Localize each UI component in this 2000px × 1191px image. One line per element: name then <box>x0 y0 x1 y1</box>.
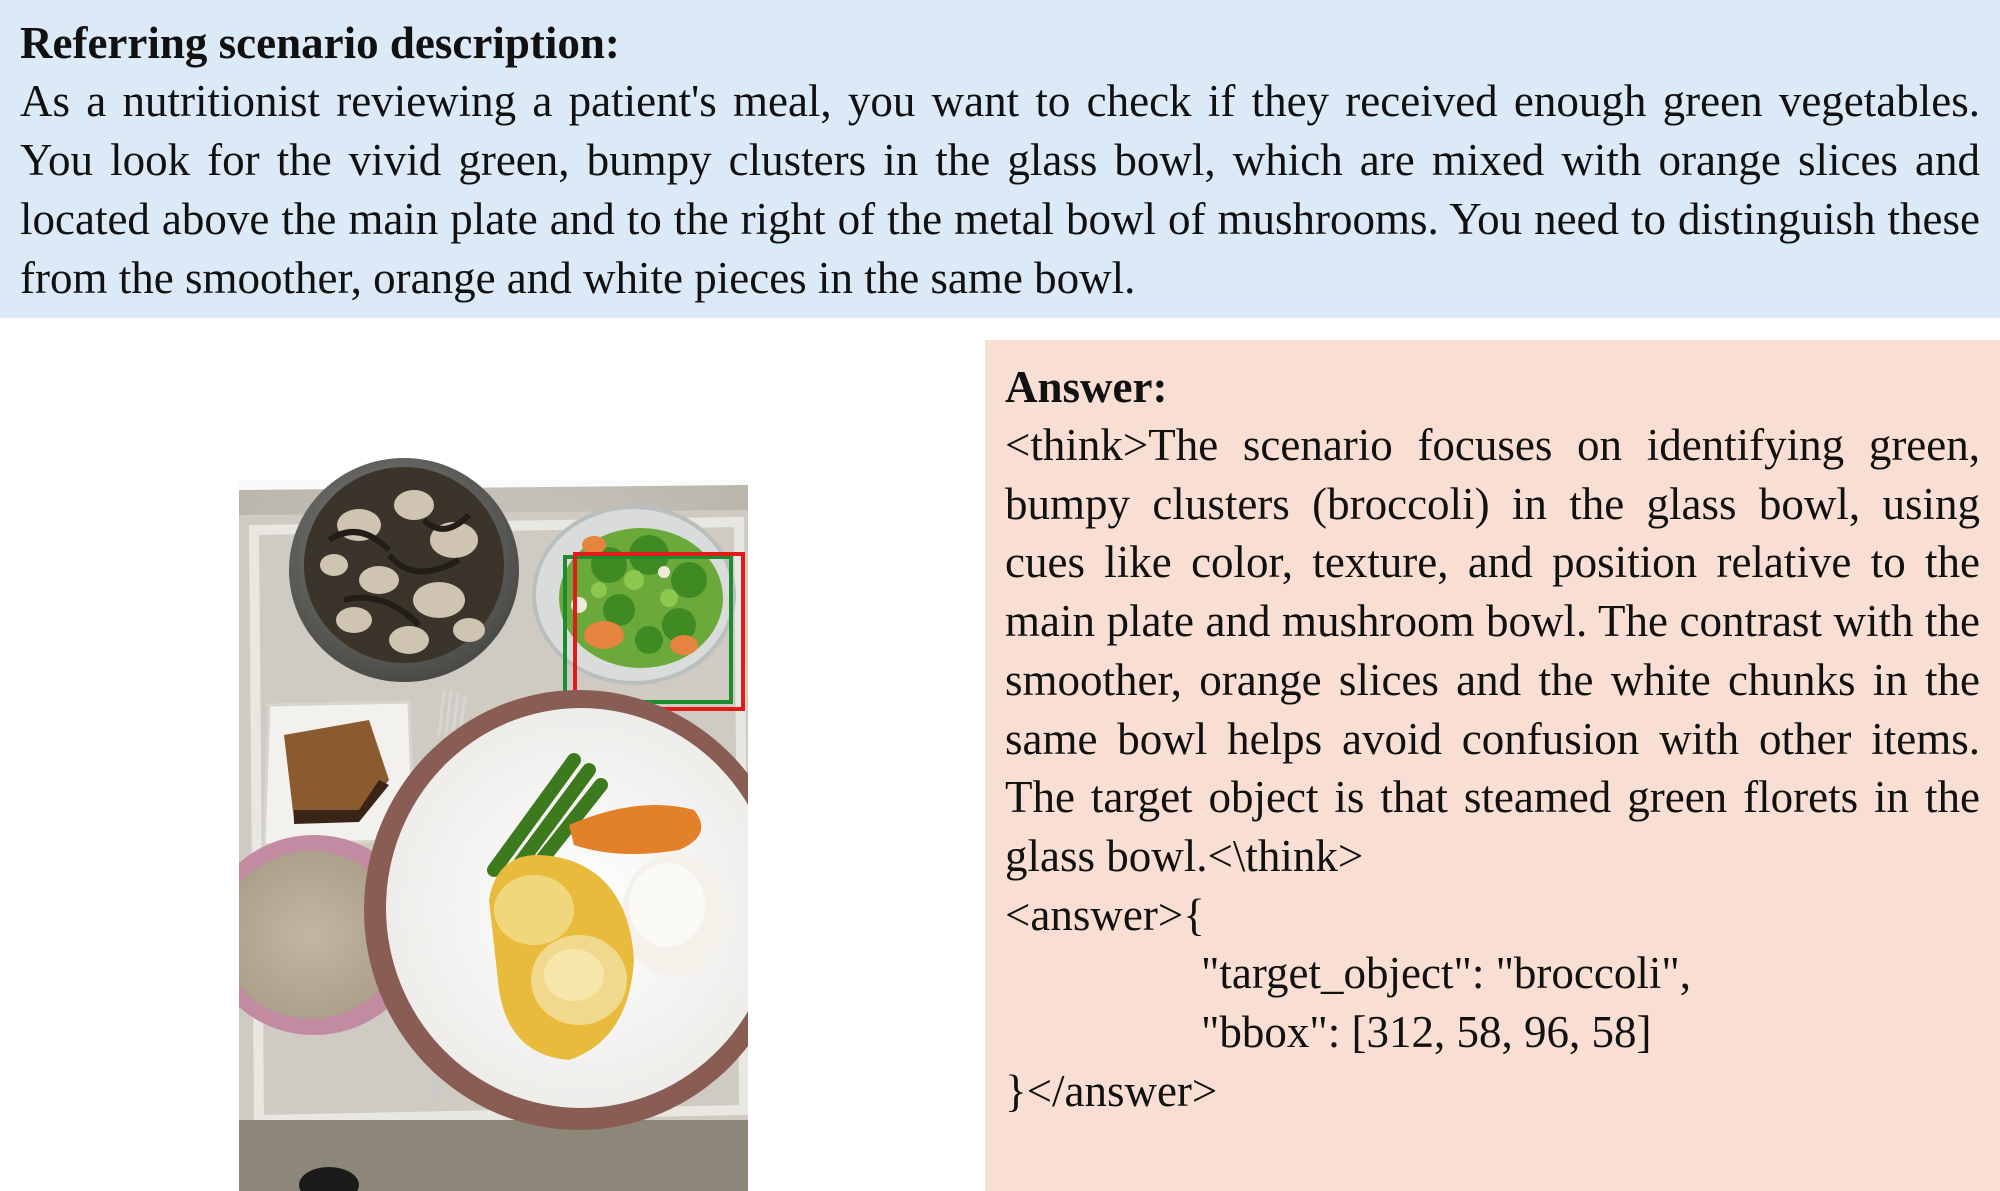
scenario-panel <box>0 0 2000 318</box>
answer-target-line: "target_object": "broccoli", <box>1201 948 1691 999</box>
answer-close-line: }</answer> <box>1005 1065 1218 1116</box>
answer-think-text: <think>The scenario focuses on identifying green, bumpy clusters (broccoli) in the glass bowl, using cues like color, texture, and position relative to the main plate and mushroom bowl. The contrast with the smoother, orange slices and the white chunks in the same bowl helps avoid confusion with other items. The target object is that steamed green florets in the glass bowl.<\think> <box>1005 420 1980 881</box>
scenario-title: Referring scenario description: <box>20 18 620 68</box>
meal-photo-drawing <box>239 340 748 1191</box>
meal-photo <box>239 340 748 1191</box>
answer-panel <box>985 340 2000 1191</box>
answer-title: Answer: <box>1005 362 1168 412</box>
answer-open-line: <answer>{ <box>1005 889 1205 940</box>
scenario-text: As a nutritionist reviewing a patient's meal, you want to check if they received enough green vegetables. You look for the vivid green, bumpy clusters in the glass bowl, which are mixed with orange slices and located above the main plate and to the right of the metal bowl of mushrooms. You need to distinguish these from the smoother, orange and white pieces in the same bowl. <box>20 76 1980 303</box>
answer-bbox-line: "bbox": [312, 58, 96, 58] <box>1201 1007 1652 1058</box>
